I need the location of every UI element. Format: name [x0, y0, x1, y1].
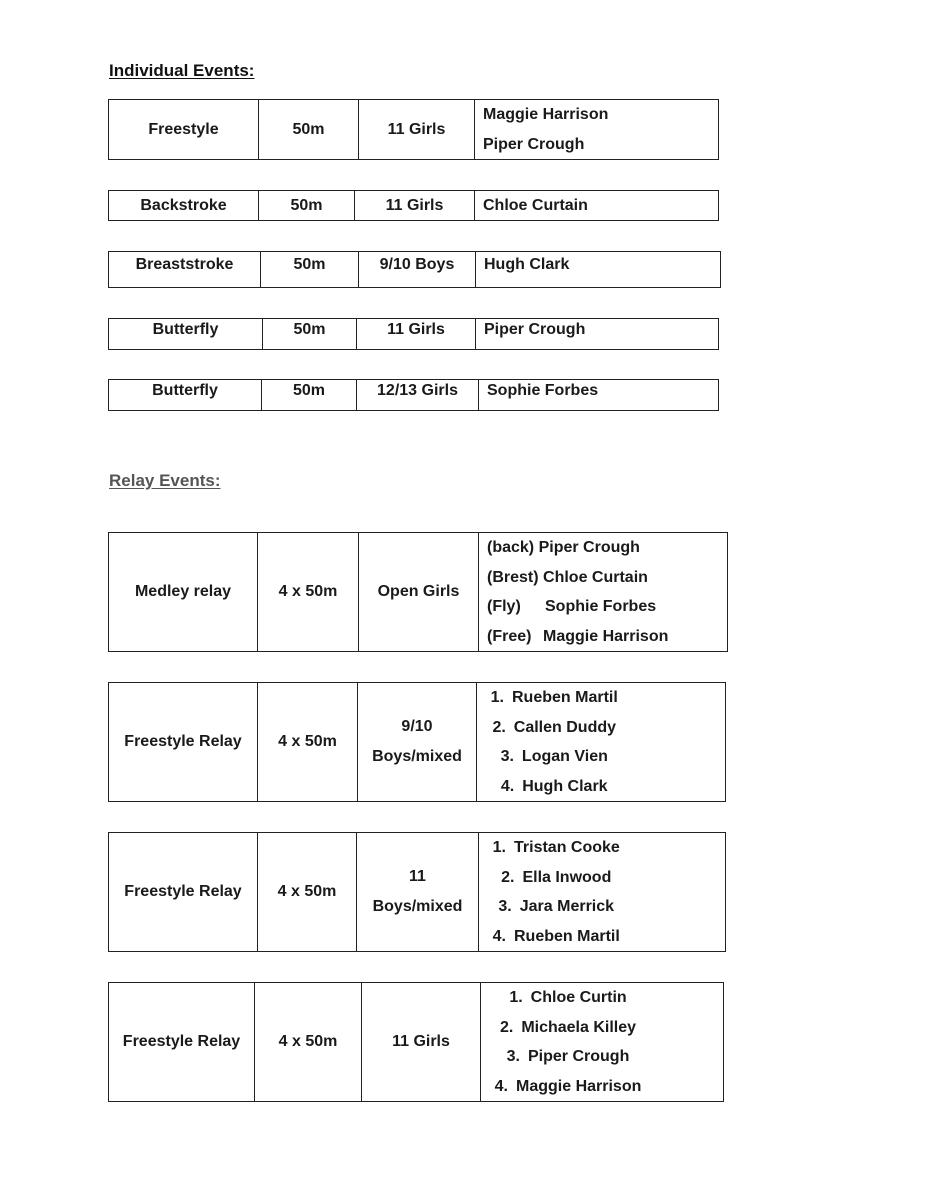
event-name: Butterfly [152, 321, 219, 338]
event-group [357, 683, 476, 801]
list-item [481, 1072, 641, 1102]
event-distance: 50m [258, 191, 354, 220]
event-name: Medley relay [134, 583, 232, 600]
event-group: 11 Girls [354, 191, 474, 220]
swimmer-name: Sophie Forbes [487, 382, 599, 399]
event-distance: 50m [260, 252, 358, 287]
group-line: 9/10 [401, 718, 433, 735]
swimmer-name: Chloe Curtain [543, 568, 648, 586]
list-number: 4. [494, 1077, 508, 1095]
event-swimmers [475, 319, 718, 349]
event-name: Freestyle Relay [124, 883, 242, 900]
relay-leg [487, 563, 648, 593]
swimmer-name: Piper Crough [483, 135, 585, 153]
stroke-tag: (Fly) [487, 598, 521, 615]
relay-event-row [108, 832, 726, 952]
event-group [356, 833, 478, 951]
list-item [477, 713, 618, 743]
event-group: 9/10 Boys [358, 252, 475, 287]
stroke-tag: (back) [487, 539, 535, 556]
list-number: 1. [490, 689, 504, 706]
list-item [479, 863, 620, 893]
event-distance: 4 x 50m [257, 533, 358, 651]
list-number: 2. [492, 718, 506, 736]
event-name: Freestyle Relay [124, 733, 242, 750]
group-line: Boys/mixed [372, 898, 463, 915]
event-swimmers [475, 252, 720, 287]
individual-event-row [108, 379, 719, 411]
event-group: 11 Girls [361, 983, 480, 1101]
relay-leg [487, 533, 640, 563]
event-distance: 50m [262, 319, 356, 349]
swimmer-name: Chloe Curtin [530, 989, 627, 1006]
individual-event-row [108, 251, 721, 288]
swimmer-name: Maggie Harrison [483, 106, 609, 123]
group-line: Boys/mixed [372, 748, 462, 765]
list-item [477, 683, 618, 713]
relay-event-row [108, 682, 726, 802]
list-item [479, 833, 620, 863]
relay-leg [487, 592, 656, 622]
list-number: 2. [499, 1018, 514, 1036]
swimmer-name: Piper Crough [528, 1048, 630, 1065]
relay-swimmer-list [479, 833, 620, 951]
event-distance: 4 x 50m [257, 833, 356, 951]
individual-event-row [108, 190, 719, 221]
event-distance: 4 x 50m [257, 683, 357, 801]
relay-events-heading: Relay Events: [109, 471, 221, 490]
event-name: Breaststroke [135, 256, 234, 273]
event-name: Butterfly [152, 382, 218, 399]
list-number: 4. [500, 777, 515, 795]
event-group: 11 Girls [356, 319, 475, 349]
swimmer-name: Tristan Cooke [514, 839, 620, 856]
event-swimmers [478, 533, 727, 651]
event-group: 11 Girls [358, 100, 474, 159]
event-distance: 50m [258, 100, 358, 159]
event-swimmers [476, 683, 725, 801]
swimmer-name: Michaela Killey [521, 1018, 637, 1036]
event-distance: 4 x 50m [254, 983, 361, 1101]
relay-event-row [108, 532, 728, 652]
list-item [481, 1042, 641, 1072]
event-swimmers [480, 983, 723, 1101]
relay-event-row [108, 982, 724, 1102]
event-group: 12/13 Girls [356, 380, 478, 410]
list-number: 3. [498, 898, 512, 915]
list-number: 1. [492, 839, 506, 856]
list-number: 3. [506, 1048, 520, 1065]
stroke-tag: (Brest) [487, 568, 539, 586]
swimmer-name: Maggie Harrison [516, 1077, 642, 1095]
group-line: 11 [409, 868, 426, 885]
list-number: 2. [501, 868, 515, 886]
individual-event-row [108, 99, 719, 160]
swimmer-name: Rueben Martil [514, 927, 620, 945]
event-swimmers [474, 191, 718, 220]
list-item [479, 922, 620, 952]
swimmer-name: Ella Inwood [522, 868, 612, 886]
list-item [479, 892, 620, 922]
swimmer-name: Maggie Harrison [543, 627, 669, 645]
swimmer-name: Callen Duddy [513, 718, 617, 736]
list-number: 4. [492, 927, 506, 945]
list-item [481, 983, 641, 1013]
swimmer-name: Rueben Martil [512, 689, 618, 706]
swimmer-name: Sophie Forbes [545, 598, 657, 615]
swimmer-name: Hugh Clark [522, 777, 608, 795]
swimmer-name: Piper Crough [484, 321, 586, 338]
individual-event-row [108, 318, 719, 350]
event-name: Freestyle [148, 120, 219, 138]
event-name: Backstroke [140, 196, 227, 214]
list-item [477, 742, 618, 772]
event-swimmers [478, 380, 718, 410]
swimmer-name: Chloe Curtain [483, 196, 588, 214]
swimmer-name: Hugh Clark [484, 256, 570, 273]
event-name: Freestyle Relay [122, 1033, 241, 1050]
individual-events-heading: Individual Events: [109, 61, 255, 80]
swimmer-name: Logan Vien [521, 748, 608, 765]
swimmer-name: Piper Crough [538, 539, 640, 556]
event-swimmers [474, 100, 718, 159]
list-number: 1. [509, 989, 523, 1006]
list-number: 3. [500, 748, 514, 765]
relay-swimmer-list [481, 983, 641, 1101]
relay-leg [487, 622, 668, 652]
stroke-tag: (Free) [487, 627, 532, 645]
list-item [481, 1013, 641, 1043]
relay-swimmer-list [477, 683, 618, 801]
event-distance: 50m [261, 380, 356, 410]
swimmer-name: Jara Merrick [519, 898, 615, 915]
event-group: Open Girls [358, 533, 478, 651]
event-swimmers [478, 833, 725, 951]
list-item [477, 772, 618, 802]
